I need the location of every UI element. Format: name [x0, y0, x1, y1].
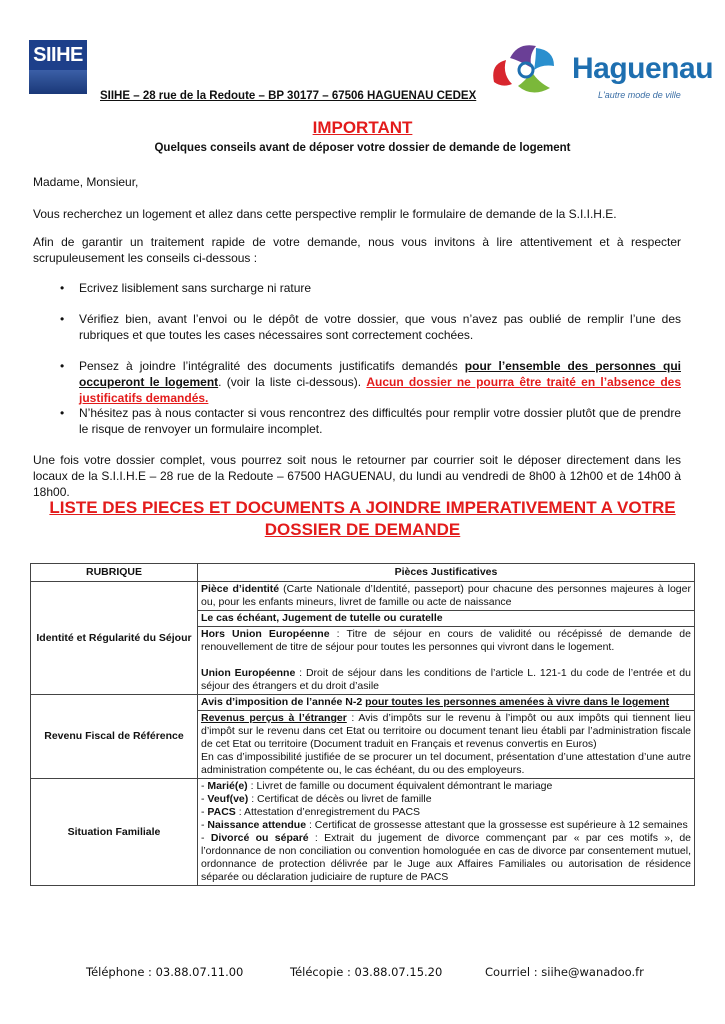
bullet-icon: •	[60, 312, 65, 326]
hors-ue-label: Hors Union Européenne	[201, 628, 330, 640]
header-address: SIIHE – 28 rue de la Redoute – BP 30177 – 67506 HAGUENAU CEDEX	[100, 90, 477, 102]
naissance-item: - Naissance attendue : Certificat de grossesse attestant que la grossesse est supérieure à 12 semaines	[201, 819, 688, 831]
advice-item-3-start: Pensez à joindre l’intégralité des documents justificatifs demandés	[79, 359, 465, 373]
divorce-label: Divorcé ou séparé	[210, 832, 309, 844]
footer-telephone: Téléphone : 03.88.07.11.00	[86, 965, 244, 979]
column-header-rubrique: RUBRIQUE	[31, 564, 198, 582]
intro-paragraph: Vous recherchez un logement et allez dans cette perspective remplir le formulaire de demande de la S.I.I.H.E.	[33, 207, 617, 221]
marie-text: : Livret de famille ou document équivalent démontrant le mariage	[247, 780, 553, 792]
pacs-label: PACS	[207, 806, 236, 818]
etranger-text: : Avis d’impôts sur le revenu à l’impôt ou aux impôts qui tiennent lieu d’impôt sur le revenu dans cet Etat ou territoire ou document tenant lieu établi par l’administration fiscale de cet Etat ou territoire (Document traduit en Français et revenus convertis en Euros)	[201, 712, 691, 750]
divorce-item: - Divorcé ou séparé : Extrait du jugement de divorce commençant par « par ces motifs », de l’ordonnance de non conciliation ou convention homologuée en cas de divorce par consentement mutuel, ordonnance de protection délivrée par le Juge aux Affaires Familiales ou autorisation de résidence séparée ou déclaration judiciaire de rupture de PACS	[201, 832, 691, 883]
bullet-icon: •	[60, 406, 65, 420]
rubrique-revenu: Revenu Fiscal de Référence	[31, 695, 198, 779]
closing-paragraph: Une fois votre dossier complet, vous pourrez soit nous le retourner par courrier soit le déposer directement dans les locaux de la S.I.I.H.E – 28 rue de la Redoute – 67500 HAGUENAU, du lundi au vendredi de 8h00 à 12h00 et de 14h00 à 18h00.	[33, 453, 681, 499]
table-row	[31, 582, 695, 611]
list-title-line-1: LISTE DES PIECES ET DOCUMENTS A JOINDRE IMPERATIVEMENT A VOTRE	[49, 498, 676, 517]
veuf-text: : Certificat de décès ou livret de famille	[248, 793, 432, 805]
advice-item-4: N’hésitez pas à nous contacter si vous rencontrez des difficultés pour remplir votre dossier plutôt que de prendre le risque de renvoyer un formulaire incomplet.	[79, 406, 681, 436]
advice-item-3	[79, 358, 681, 406]
greeting: Madame, Monsieur,	[33, 175, 139, 189]
sejour-cell	[198, 627, 695, 695]
naissance-label: Naissance attendue	[207, 819, 307, 831]
rubrique-situation: Situation Familiale	[31, 779, 198, 886]
siihe-logo-text: SIIHE	[29, 40, 87, 70]
etranger-item	[201, 712, 691, 751]
footer-courriel: Courriel : siihe@wanadoo.fr	[485, 965, 644, 979]
ue-text: : Droit de séjour dans les conditions de l’article L. 121-1 du code de l’entrée et du séjour des étrangers et du droit d’asile	[201, 667, 691, 692]
page-title: IMPORTANT	[312, 118, 413, 137]
situation-cell	[198, 779, 695, 886]
haguenau-logo	[488, 38, 714, 108]
avis-underline: pour toutes les personnes amenées à vivre dans le logement	[365, 696, 670, 708]
veuf-label: Veuf(ve)	[207, 793, 249, 805]
divorce-text: : Extrait du jugement de divorce commençant par « par ces motifs », de l’ordonnance de non conciliation ou convention homologuée en cas de divorce par consentement mutuel, ordonnance de protection délivrée par le Juge aux Affaires Familiales ou autorisation de résidence séparée ou déclaration judiciaire de rupture de PACS	[201, 832, 691, 883]
veuf-item: - Veuf(ve) : Certificat de décès ou livret de famille	[201, 793, 432, 805]
advice-item-3-warning: Aucun dossier ne pourra être traité en l’absence des justificatifs demandés.	[79, 375, 681, 405]
pacs-item: - PACS : Attestation d’enregistrement du PACS	[201, 806, 421, 818]
avis-start: Avis d’imposition de l’année N-2	[201, 696, 366, 708]
hors-ue-text: : Titre de séjour en cours de validité ou récépissé de demande de renouvellement de titre de séjour pour toutes les personnes qui vivront dans le logement.	[201, 628, 691, 653]
bullet-icon: •	[60, 281, 65, 295]
marie-item: - Marié(e) : Livret de famille ou document équivalent démontrant le mariage	[201, 780, 553, 792]
advice-item-1: Ecrivez lisiblement sans surcharge ni rature	[79, 281, 312, 295]
footer-telecopie: Télécopie : 03.88.07.15.20	[290, 965, 443, 979]
impossibilite-item: En cas d’impossibilité justifiée de se procurer un tel document, présentation d’une attestation d’une autre administration compétente ou, le cas échéant, du ou des employeurs.	[201, 751, 691, 776]
advice-item-3-mid: . (voir la liste ci-dessous).	[218, 375, 367, 389]
list-title	[0, 497, 725, 541]
spacer	[201, 654, 691, 667]
advice-item-3-emphasis: pour l’ensemble des personnes qui occuperont le logement	[79, 359, 681, 389]
hors-ue-item	[201, 628, 691, 654]
table-row	[31, 695, 695, 711]
haguenau-logo-tagline: L'autre mode de ville	[598, 90, 681, 100]
piece-identite-cell	[198, 582, 695, 611]
haguenau-logo-name: Haguenau	[572, 52, 714, 85]
table-row	[31, 779, 695, 886]
pacs-text: : Attestation d’enregistrement du PACS	[235, 806, 421, 818]
tutelle-cell: Le cas échéant, Jugement de tutelle ou curatelle	[198, 611, 695, 627]
etranger-label: Revenus perçus à l’étranger	[201, 712, 347, 724]
ue-item	[201, 667, 691, 693]
siihe-logo-base	[29, 70, 87, 94]
column-header-pieces: Pièces Justificatives	[198, 564, 695, 582]
table-header-row	[31, 564, 695, 582]
list-title-line-2: DOSSIER DE DEMANDE	[264, 520, 461, 539]
piece-identite-label: Pièce d’identité	[201, 583, 280, 595]
documents-table	[30, 563, 695, 886]
piece-identite-text: (Carte Nationale d’Identité, passeport) pour chacune des personnes majeures à loger ou, pour les enfants mineurs, livret de famille ou acte de naissance	[201, 583, 691, 608]
rubrique-identite: Identité et Régularité du Séjour	[31, 582, 198, 695]
naissance-text: : Certificat de grossesse attestant que la grossesse est supérieure à 12 semaines	[306, 819, 688, 831]
avis-cell	[198, 695, 695, 711]
ue-label: Union Européenne	[201, 667, 296, 679]
intro-paragraph-2: Afin de garantir un traitement rapide de votre demande, nous vous invitons à lire attentivement et à respecter scrupuleusement les conseils ci-dessous :	[33, 235, 681, 265]
advice-item-2: Vérifiez bien, avant l’envoi ou le dépôt de votre dossier, que vous n’avez pas oublié de remplir l’une des rubriques et que toutes les cases nécessaires sont correctement cochées.	[79, 312, 681, 342]
haguenau-flower-icon	[488, 38, 572, 104]
etranger-cell	[198, 711, 695, 779]
page-subtitle: Quelques conseils avant de déposer votre dossier de demande de logement	[154, 142, 571, 154]
siihe-logo	[29, 36, 89, 98]
marie-label: Marié(e)	[207, 780, 248, 792]
bullet-icon: •	[60, 359, 65, 373]
